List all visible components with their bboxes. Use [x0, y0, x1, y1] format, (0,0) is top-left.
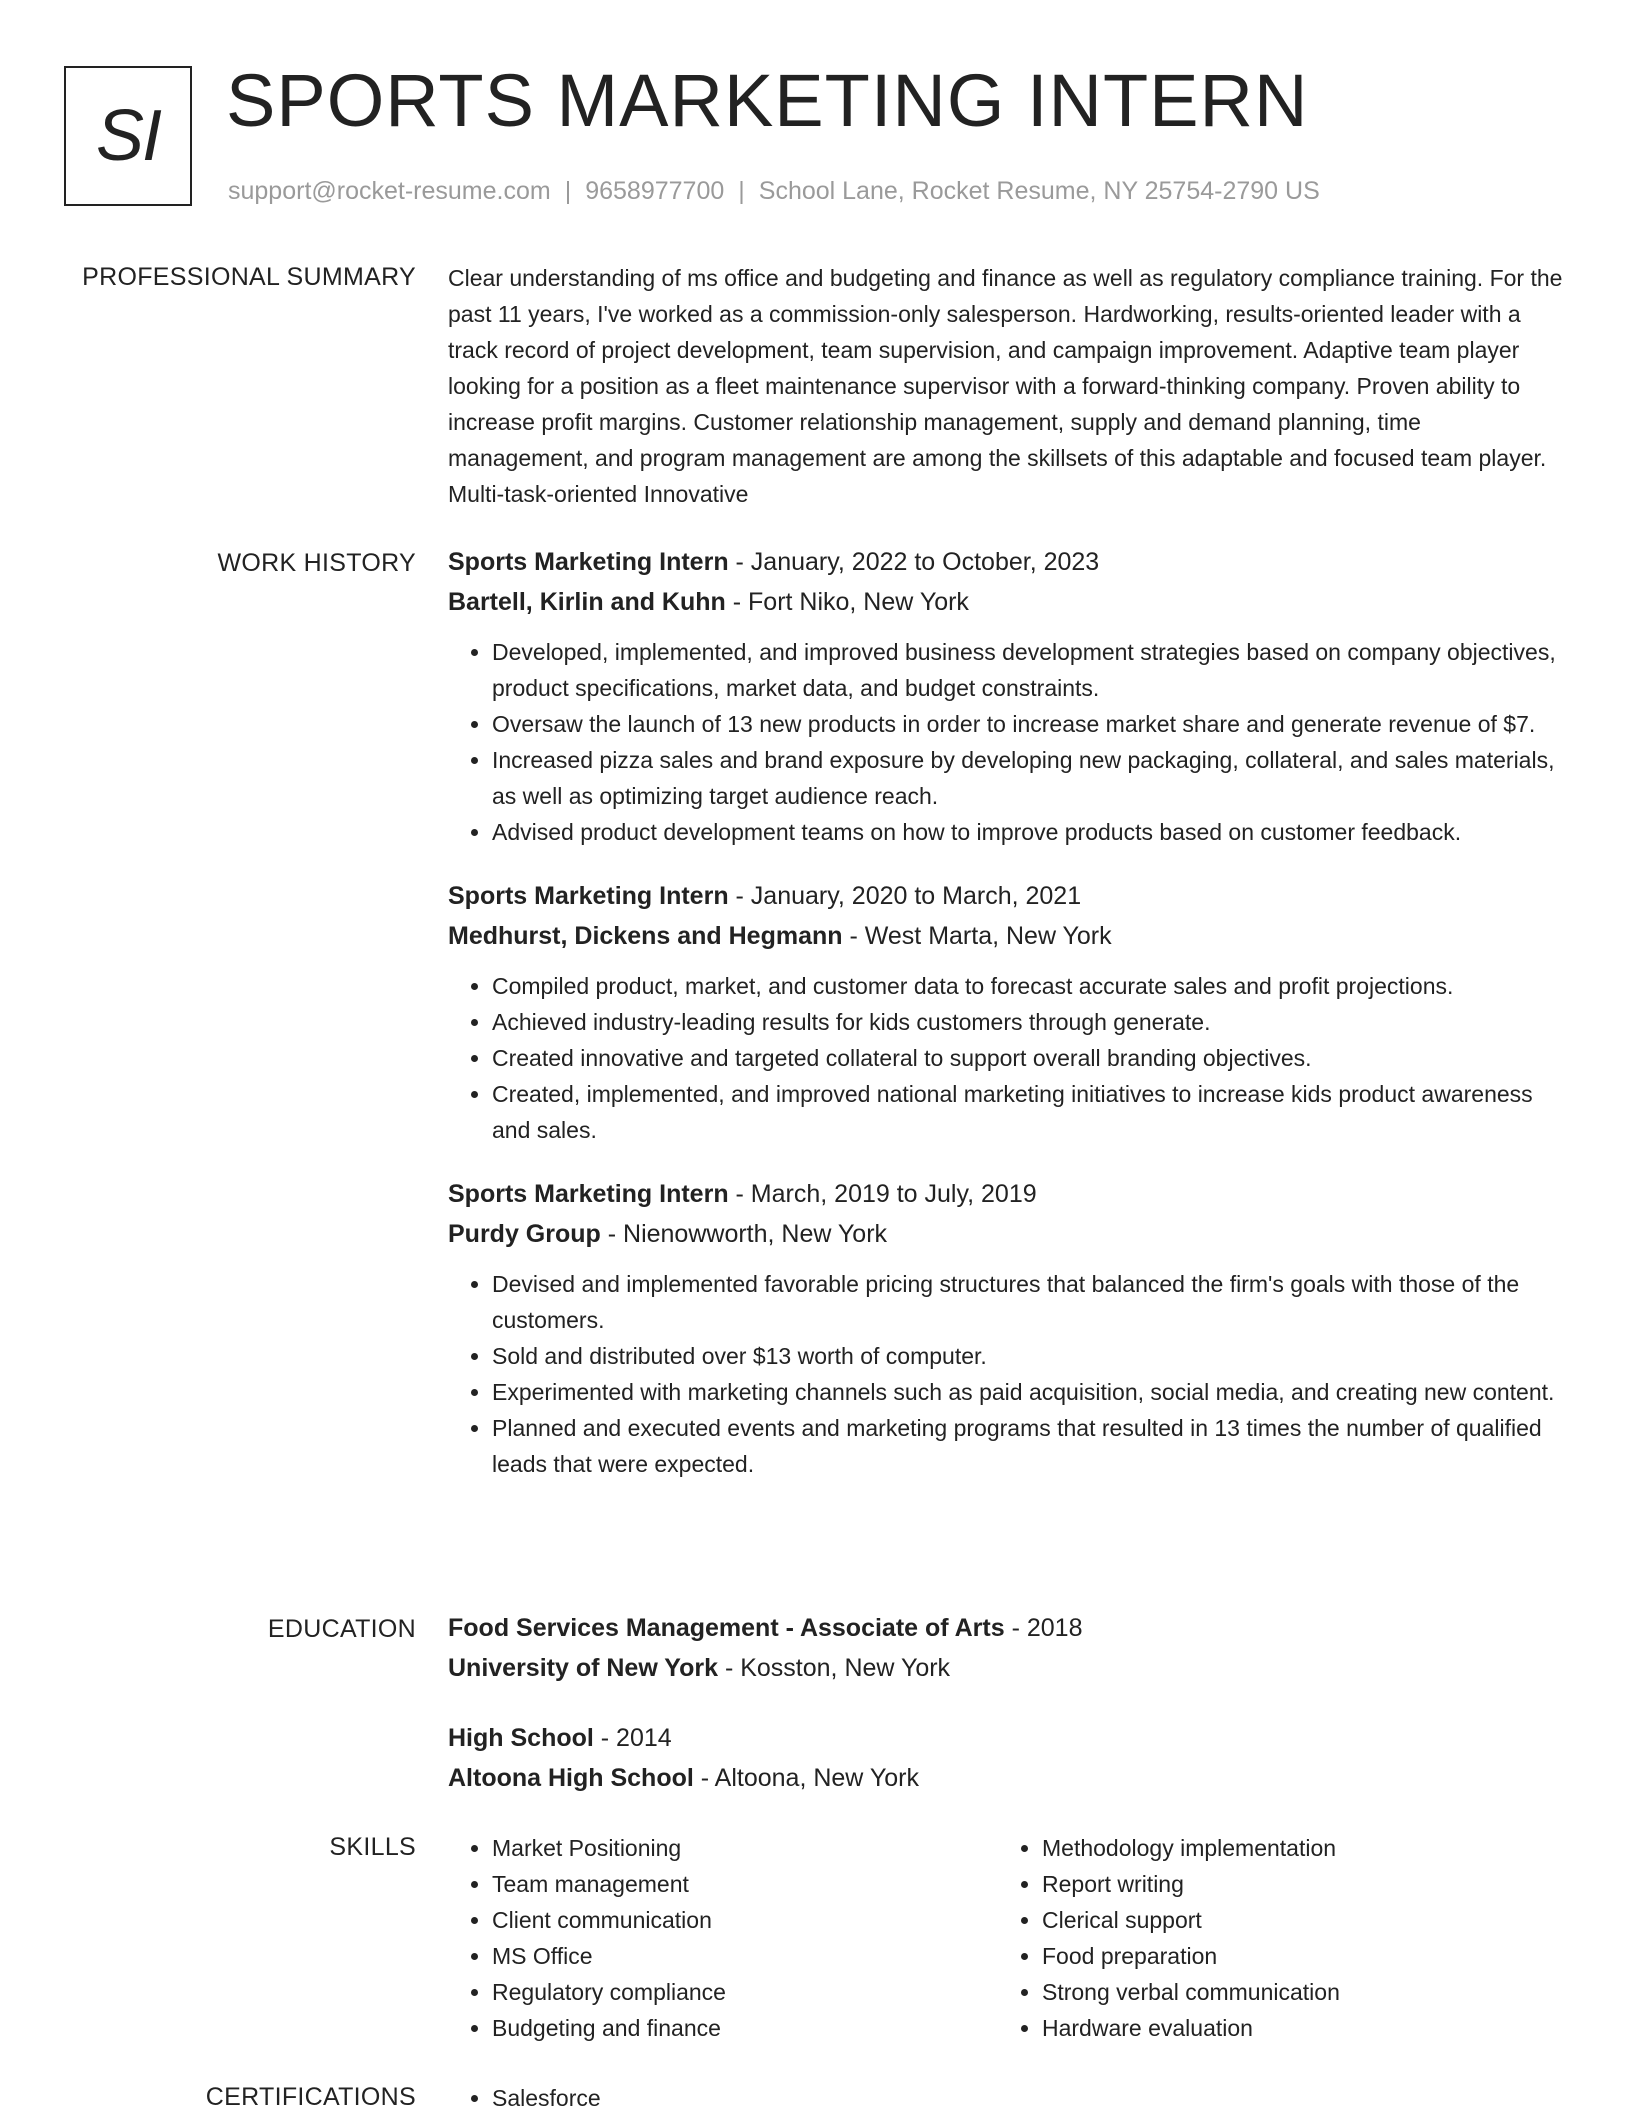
section-label-work-history: WORK HISTORY: [217, 549, 416, 577]
school-location: - Kosston, New York: [718, 1654, 951, 1682]
job-location: - West Marta, New York: [842, 922, 1112, 950]
job-entry: [448, 1174, 1564, 1482]
job-company-line: [448, 1214, 1564, 1254]
job-company-line: [448, 916, 1564, 956]
list-item: • Methodology implementation: [1042, 1830, 1548, 1866]
job-company-line: [448, 582, 1564, 622]
school-line: [448, 1758, 1564, 1798]
degree-year: - 2014: [593, 1724, 672, 1752]
skills-list: [448, 1830, 998, 2046]
summary-text: Clear understanding of ms office and budgeting and finance as well as regulatory compliance training. For the past 11 years, I've worked as a commission-only salesperson. Hardworking, results-oriented leader with a track record of project development, team supervision, and campaign improvement. Adaptive team player looking for a position as a fleet maintenance supervisor with a forward-thinking company. Proven ability to increase profit margins. Customer relationship management, supply and demand planning, time management, and program management are among the skillsets of this adaptable and focused team player. Multi-task-oriented Innovative: [448, 265, 1563, 507]
job-company: Bartell, Kirlin and Kuhn: [448, 588, 726, 616]
list-item: • Planned and executed events and marketing programs that resulted in 13 times the number of qualified leads that were expected.: [492, 1410, 1564, 1482]
job-title: Sports Marketing Intern: [448, 882, 729, 910]
school: University of New York: [448, 1654, 718, 1682]
list-item: • Increased pizza sales and brand exposure by developing new packaging, collateral, and sales materials, as well as optimizing target audience reach.: [492, 742, 1564, 814]
job-location: - Fort Niko, New York: [725, 588, 969, 616]
job-title-line: [448, 876, 1564, 916]
contact-separator: |: [738, 177, 745, 205]
list-item: • Developed, implemented, and improved business development strategies based on company objectives, product specifications, market data, and budget constraints.: [492, 634, 1564, 706]
contact-line: [228, 174, 1320, 208]
section-label-summary: PROFESSIONAL SUMMARY: [82, 263, 416, 291]
monogram-initials: SI: [95, 96, 161, 176]
list-item: • Team management: [492, 1866, 998, 1902]
job-bullets: [448, 1266, 1564, 1482]
list-item: • Market Positioning: [492, 1830, 998, 1866]
job-location: - Nienowworth, New York: [600, 1220, 888, 1248]
job-company: Purdy Group: [448, 1220, 601, 1248]
education-list: [448, 1608, 1564, 1798]
job-bullets: [448, 968, 1564, 1148]
list-item: • Experimented with marketing channels such as paid acquisition, social media, and creating new content.: [492, 1374, 1564, 1410]
list-item: • Sold and distributed over $13 worth of computer.: [492, 1338, 1564, 1374]
monogram-box: [64, 66, 192, 206]
list-item: • Strong verbal communication: [1042, 1974, 1548, 2010]
job-dates: - January, 2022 to October, 2023: [728, 548, 1100, 576]
section-label-skills: SKILLS: [329, 1833, 416, 1861]
page-title: SPORTS MARKETING INTERN: [226, 59, 1309, 142]
list-item: • Budgeting and finance: [492, 2010, 998, 2046]
skills-list: [998, 1830, 1548, 2046]
list-item: • Oversaw the launch of 13 new products in order to increase market share and generate revenue of $7.: [492, 706, 1564, 742]
skills-column-left: [448, 1830, 998, 2046]
job-entry: [448, 876, 1564, 1148]
job-bullets: [448, 634, 1564, 850]
list-item: • Hardware evaluation: [1042, 2010, 1548, 2046]
job-dates: - January, 2020 to March, 2021: [728, 882, 1082, 910]
list-item: • Clerical support: [1042, 1902, 1548, 1938]
job-title: Sports Marketing Intern: [448, 1180, 729, 1208]
list-item: • Created, implemented, and improved national marketing initiatives to increase kids product awareness and sales.: [492, 1076, 1564, 1148]
section-label-education: EDUCATION: [267, 1615, 416, 1643]
list-item: • Report writing: [1042, 1866, 1548, 1902]
degree: Food Services Management - Associate of Arts: [448, 1614, 1005, 1642]
list-item: • MS Office: [492, 1938, 998, 1974]
contact-phone[interactable]: 9658977700: [585, 177, 725, 205]
list-item: • Food preparation: [1042, 1938, 1548, 1974]
skills-grid: [448, 1830, 1564, 2046]
list-item: • Achieved industry-leading results for kids customers through generate.: [492, 1004, 1564, 1040]
degree-line: [448, 1718, 1564, 1758]
degree-line: [448, 1608, 1564, 1648]
work-history-list: [448, 542, 1564, 1482]
job-title-line: [448, 1174, 1564, 1214]
degree: High School: [448, 1724, 594, 1752]
section-label-certifications: CERTIFICATIONS: [205, 2083, 416, 2111]
list-item: • Salesforce: [492, 2080, 1564, 2116]
job-company: Medhurst, Dickens and Hegmann: [448, 922, 843, 950]
list-item: • Created innovative and targeted collateral to support overall branding objectives.: [492, 1040, 1564, 1076]
job-dates: - March, 2019 to July, 2019: [728, 1180, 1037, 1208]
job-title-line: [448, 542, 1564, 582]
list-item: • Advised product development teams on how to improve products based on customer feedback.: [492, 814, 1564, 850]
degree-year: - 2018: [1004, 1614, 1083, 1642]
school-location: - Altoona, New York: [693, 1764, 919, 1792]
contact-separator: |: [564, 177, 572, 205]
list-item: • Compiled product, market, and customer data to forecast accurate sales and profit projections.: [492, 968, 1564, 1004]
job-entry: [448, 542, 1564, 850]
school-line: [448, 1648, 1564, 1688]
education-entry: [448, 1718, 1564, 1798]
certifications-list: [448, 2080, 1564, 2116]
job-title: Sports Marketing Intern: [448, 548, 729, 576]
contact-email[interactable]: support@rocket-resume.com: [228, 177, 551, 205]
contact-address: School Lane, Rocket Resume, NY 25754-2790 US: [758, 177, 1320, 205]
school: Altoona High School: [448, 1764, 694, 1792]
certifications-list-wrap: [448, 2080, 1564, 2116]
skills-column-right: [998, 1830, 1548, 2046]
list-item: • Devised and implemented favorable pricing structures that balanced the firm's goals with those of the customers.: [492, 1266, 1564, 1338]
list-item: • Regulatory compliance: [492, 1974, 998, 2010]
education-entry: [448, 1608, 1564, 1688]
list-item: • Client communication: [492, 1902, 998, 1938]
